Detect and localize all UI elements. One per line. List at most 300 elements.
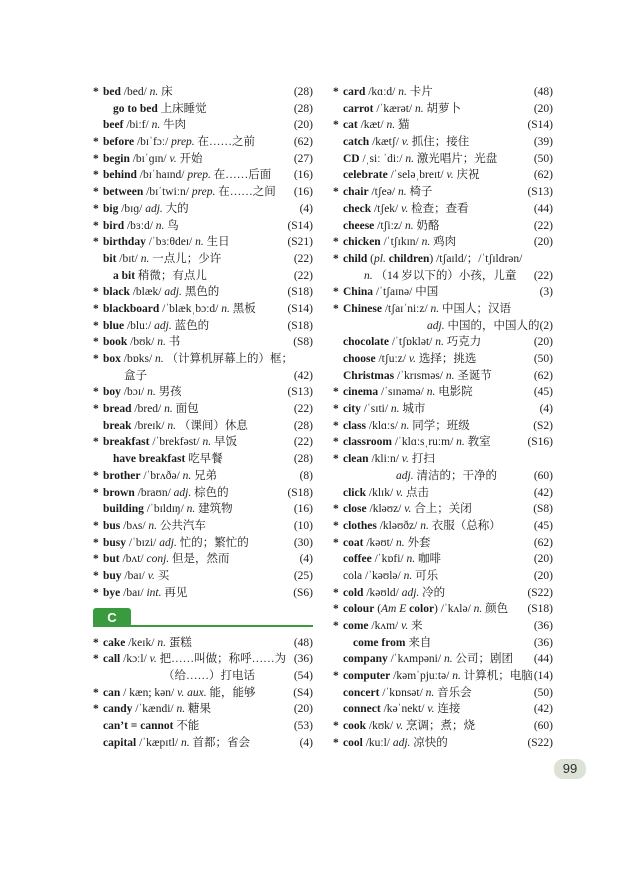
star-marker: * (93, 202, 99, 215)
entry-body (103, 468, 298, 485)
page-ref: (42) (533, 703, 553, 716)
entry-text: /braʊn/ (134, 486, 174, 499)
page-ref: (45) (533, 386, 553, 399)
entry-line (93, 84, 313, 101)
headword: choose (343, 353, 376, 365)
entry-text: /ˈkʌmpəni/ (387, 653, 444, 666)
part-of-speech: n. (425, 686, 435, 699)
part-of-speech: conj. (146, 553, 170, 566)
part-of-speech: n. (155, 219, 165, 232)
star-marker: * (93, 469, 99, 482)
entry-body (343, 635, 532, 652)
entry-body (103, 151, 292, 168)
entry-body (343, 551, 532, 568)
part-of-speech: adj. (154, 319, 172, 332)
page-ref: (20) (293, 119, 313, 132)
headword: classroom (343, 436, 392, 449)
headword: begin (103, 152, 130, 165)
entry-body (103, 301, 285, 318)
headword: can’t = cannot (103, 720, 174, 733)
entry-text: 生日 (203, 236, 230, 249)
entry-text: 床 (158, 86, 173, 98)
entry-line (93, 535, 313, 552)
entry-text: 兄弟 (191, 469, 218, 482)
entry-body (103, 735, 298, 752)
star-marker: * (93, 386, 99, 399)
part-of-speech: v. (395, 720, 404, 733)
page-ref: (42) (533, 486, 553, 499)
entry-line (333, 218, 553, 235)
star-marker: * (333, 186, 339, 199)
entry-text: 上床睡觉 (157, 102, 207, 115)
entry-body (343, 334, 532, 351)
headword: buy (103, 569, 122, 582)
entry-text: 建筑物 (195, 503, 233, 516)
star-marker: * (93, 336, 99, 349)
part-of-speech: v. (401, 620, 409, 632)
continuation-line (333, 468, 553, 485)
page-ref: (30) (293, 536, 313, 549)
entry-text: /kləʊðz/ (376, 519, 421, 532)
entry-line (333, 301, 553, 318)
entry-text: 首都；省会 (189, 736, 250, 749)
entry-text: 忙的；繁忙的 (176, 536, 249, 549)
headword: concert (343, 686, 380, 699)
entry-body (103, 368, 292, 385)
entry-text: /bluː/ (124, 319, 155, 332)
star-marker: * (333, 620, 339, 632)
part-of-speech: n. (151, 119, 161, 132)
headword: coat (343, 536, 364, 549)
part-of-speech: n. (148, 519, 158, 532)
page-ref: (16) (293, 169, 313, 182)
entry-text: 大的 (162, 202, 189, 215)
entry-line (93, 701, 313, 718)
entry-body (343, 651, 532, 668)
entry-text: ( (367, 252, 375, 265)
entry-text: /ˈblækˌbɔːd/ (159, 302, 222, 315)
page-ref: (8) (299, 469, 313, 482)
entry-text: 开始 (176, 152, 203, 165)
entry-text: 打扫 (408, 453, 435, 466)
part-of-speech: n. (456, 436, 465, 449)
entry-text: 同学；班级 (409, 419, 470, 432)
entry-text: （给……）打电话 (163, 670, 255, 683)
page-ref: (16) (293, 186, 313, 199)
entry-body (103, 418, 292, 435)
entry-body (103, 701, 292, 718)
entry-text: /baɪ/ (120, 586, 147, 599)
headword: have breakfast (113, 453, 186, 466)
entry-text: /ˈkəʊlə/ (362, 569, 404, 582)
part-of-speech: v. (169, 152, 177, 165)
page-ref: (14) (533, 670, 553, 683)
page-ref: (4) (299, 202, 313, 215)
entry-text: （14 岁以下的）小孩，儿童 (372, 269, 517, 282)
entry-body (343, 117, 525, 134)
page-ref: (20) (533, 553, 553, 566)
part-of-speech: adj. (427, 319, 445, 332)
part-of-speech: n. (443, 653, 453, 666)
part-of-speech: n. (404, 219, 414, 232)
entry-body (343, 134, 532, 151)
phrase-line (93, 101, 313, 118)
star-marker: * (333, 419, 339, 432)
entry-text: 点击 (403, 486, 430, 499)
entry-text: /biːf/ (123, 119, 152, 132)
entry-text: /bɪt/ (116, 252, 141, 265)
entry-body (103, 718, 292, 735)
page-ref: (S2) (533, 419, 553, 432)
entry-line (93, 485, 313, 502)
headword: bird (103, 219, 125, 232)
entry-body (103, 384, 285, 401)
star-marker: * (333, 736, 339, 749)
headword: colour (343, 603, 375, 616)
page-ref: (S8) (533, 503, 553, 516)
headword: breakfast (103, 436, 150, 449)
star-marker: * (93, 186, 99, 199)
part-of-speech: v. (147, 569, 155, 582)
entry-text: 黑色的 (181, 286, 220, 299)
entry-line (333, 618, 553, 635)
entry-body (103, 501, 292, 518)
entry-text: /ˈbrʌðə/ (140, 469, 183, 482)
entry-text: 奶酪 (413, 219, 440, 232)
entry-body (103, 685, 291, 702)
headword: busy (103, 536, 127, 549)
entry-text: 选择；挑选 (415, 353, 477, 365)
page-ref: (62) (293, 136, 313, 149)
entry-text: /kætʃ/ (369, 136, 402, 149)
headword: clean (343, 453, 369, 466)
entry-text: 牛肉 (160, 119, 187, 132)
headword: but (103, 553, 120, 566)
entry-line (333, 701, 553, 718)
entry-body (103, 635, 292, 652)
continuation-line (93, 668, 313, 685)
headword: break (103, 419, 132, 432)
headword: cinema (343, 386, 379, 399)
entry-body (343, 84, 532, 101)
part-of-speech: n. (182, 469, 192, 482)
page-ref: (S18) (287, 286, 313, 299)
entry-text: 吃早餐 (185, 453, 223, 466)
page-ref: (20) (533, 102, 553, 115)
part-of-speech: Am E (381, 603, 407, 616)
entry-body (343, 601, 525, 618)
star-marker: * (93, 302, 99, 315)
part-of-speech: n. (405, 152, 414, 165)
star-marker: * (333, 603, 339, 616)
headword: boy (103, 386, 121, 399)
part-of-speech: prep. (187, 169, 211, 182)
star-marker: * (333, 453, 339, 466)
page-ref: (20) (533, 236, 553, 249)
headword: child (343, 252, 368, 265)
page-ref: (20) (533, 569, 553, 582)
entry-line (93, 167, 313, 184)
entry-body (343, 501, 531, 518)
entry-body (343, 618, 532, 635)
entry-line (333, 685, 553, 702)
entry-text: 衣服（总称） (428, 519, 501, 532)
entry-body (103, 568, 292, 585)
entry-text: 公司；剧团 (452, 653, 513, 666)
entry-text: 可乐 (412, 569, 439, 582)
star-marker: * (93, 569, 99, 582)
entry-text: /ˈkrɪsməs/ (394, 369, 446, 382)
entry-text: /kɑːd/ (365, 86, 399, 98)
entry-body (103, 234, 285, 251)
page-ref: (62) (533, 369, 553, 382)
headword: bit (103, 252, 117, 265)
entry-line (93, 384, 313, 401)
entry-text: /bɪɡ/ (118, 202, 146, 215)
headword: cake (103, 636, 126, 649)
star-marker: * (333, 720, 339, 733)
part-of-speech: v. (149, 653, 157, 666)
part-of-speech: v. (401, 453, 409, 466)
headword: carrot (343, 102, 374, 115)
entry-text: ( (374, 603, 382, 616)
entry-line (93, 418, 313, 435)
entry-text: 圣诞节 (454, 369, 492, 382)
entry-text: ) /tʃaɪld/；/ˈtʃɪldrən/ (429, 252, 523, 265)
page-ref: (60) (533, 720, 553, 733)
headword: chicken (343, 236, 381, 249)
page-ref: (28) (293, 86, 313, 98)
page-ref: (22) (293, 436, 313, 449)
entry-text: / kæn; kən/ (120, 686, 178, 699)
entry-line (93, 218, 313, 235)
part-of-speech: n. (421, 236, 431, 249)
part-of-speech: v. (404, 503, 412, 516)
entry-line (93, 518, 313, 535)
continuation-line (333, 318, 553, 335)
entry-body (343, 401, 538, 418)
entry-text: 蛋糕 (165, 636, 192, 649)
page-ref: (27) (293, 152, 313, 165)
page-ref: (22) (533, 269, 553, 282)
left-column (93, 84, 313, 752)
headword: between (103, 186, 144, 199)
page-ref: (2) (539, 319, 553, 332)
entry-body (103, 351, 311, 368)
part-of-speech: v. (427, 703, 435, 716)
entry-text: /kləʊz/ (366, 503, 405, 516)
entry-text: 稍微；有点儿 (135, 269, 207, 282)
part-of-speech: n. (435, 336, 444, 349)
headword: CD (343, 152, 360, 165)
page-ref: (S18) (287, 486, 313, 499)
headword: chair (343, 186, 369, 199)
headword: cook (343, 720, 366, 733)
entry-text: 庆祝 (453, 169, 480, 182)
headword: color (409, 603, 435, 616)
star-marker: * (333, 536, 339, 549)
entry-text: /bʊk/ (127, 336, 158, 349)
page-ref: (42) (293, 369, 313, 382)
entry-text: /bɔɪ/ (120, 386, 148, 399)
entry-line (93, 318, 313, 335)
star-marker: * (93, 236, 99, 249)
page-ref: (22) (293, 252, 313, 265)
headword: clothes (343, 519, 377, 532)
entry-line (93, 151, 313, 168)
star-marker: * (333, 670, 339, 683)
headword: company (343, 653, 388, 666)
entry-body (343, 234, 532, 251)
entry-text: /keɪk/ (125, 636, 158, 649)
entry-text: /tʃaɪˈniːz/ (381, 302, 431, 315)
entry-line (333, 184, 553, 201)
page-ref: (20) (293, 703, 313, 716)
entry-text: 蓝色的 (171, 319, 210, 332)
entry-text: /ˈbrekfəst/ (149, 436, 203, 449)
headword: celebrate (343, 169, 388, 182)
entry-line (333, 384, 553, 401)
entry-text: /kəʊld/ (363, 586, 402, 599)
entry-text: /kæt/ (357, 119, 387, 132)
headword: birthday (103, 236, 146, 249)
entry-text: /tʃiːz/ (374, 219, 405, 232)
entry-text: 胡萝卜 (423, 102, 461, 115)
part-of-speech: prep. (191, 186, 216, 199)
entry-body (343, 518, 532, 535)
entry-text: /ˈseləˌbreɪt/ (387, 169, 447, 182)
entry-text: 一点儿；少许 (149, 252, 222, 265)
star-marker: * (93, 686, 99, 699)
entry-body (343, 434, 525, 451)
part-of-speech: n. (452, 670, 461, 683)
entry-line (93, 651, 313, 668)
entry-text: /kliːn/ (368, 453, 402, 466)
entry-text: /kɔːl/ (120, 653, 150, 666)
page-ref: (36) (533, 620, 553, 632)
star-marker: * (93, 219, 99, 232)
page-ref: (S8) (293, 336, 313, 349)
entry-body (343, 418, 531, 435)
page-ref: (S4) (293, 686, 313, 699)
part-of-speech: n. (147, 386, 156, 399)
section-letter: C (93, 608, 131, 627)
entry-line (93, 184, 313, 201)
star-marker: * (93, 353, 99, 365)
entry-line (93, 735, 313, 752)
headword: candy (103, 703, 133, 716)
page-ref: (S16) (527, 436, 553, 449)
entry-body (103, 535, 292, 552)
entry-line (333, 485, 553, 502)
entry-text: 早饭 (211, 436, 237, 449)
headword: click (343, 486, 366, 499)
entry-line (333, 351, 553, 368)
entry-text: （计算机屏幕上的）框； (163, 353, 294, 365)
entry-body (103, 101, 292, 118)
entry-body (343, 318, 538, 335)
entry-text: /tʃuːz/ (375, 353, 409, 365)
part-of-speech: v. (401, 202, 409, 215)
page-ref: (62) (533, 169, 553, 182)
entry-body (343, 535, 532, 552)
page-ref: (S14) (287, 302, 313, 315)
entry-body (343, 351, 532, 368)
entry-text: 检查；查看 (408, 202, 469, 215)
entry-text: 在……之前 (194, 136, 256, 149)
part-of-speech: n. (180, 736, 190, 749)
page-ref: (50) (533, 353, 553, 365)
headword: close (343, 503, 367, 516)
part-of-speech: adj. (164, 286, 182, 299)
page-ref: (54) (293, 670, 313, 683)
part-of-speech: n. (445, 369, 455, 382)
entry-body (103, 401, 292, 418)
part-of-speech: n. (149, 86, 159, 98)
headword: Christmas (343, 369, 395, 382)
entry-body (343, 301, 551, 318)
entry-line (93, 568, 313, 585)
headword: children (388, 252, 430, 265)
entry-line (333, 167, 553, 184)
entry-body (103, 551, 298, 568)
entry-line (333, 601, 553, 618)
headword: blue (103, 319, 125, 332)
entry-text: 不能 (173, 720, 200, 733)
entry-line (93, 434, 313, 451)
part-of-speech: n. (400, 419, 410, 432)
entry-text: 来自 (405, 636, 432, 649)
entry-text: /ˈkɒfi/ (371, 553, 407, 566)
entry-text: 面包 (172, 403, 199, 416)
headword: cool (343, 736, 363, 749)
page-ref: (16) (293, 503, 313, 516)
entry-body (103, 134, 292, 151)
part-of-speech: int. (146, 586, 162, 599)
headword: chocolate (343, 336, 389, 349)
star-marker: * (93, 136, 99, 149)
headword: behind (103, 169, 137, 182)
entry-line (333, 418, 553, 435)
page-ref: (S21) (287, 236, 313, 249)
entry-text: /klɪk/ (366, 486, 397, 499)
part-of-speech: pl. (374, 252, 386, 265)
part-of-speech: n. (176, 703, 186, 716)
page-ref: (S6) (293, 586, 313, 599)
entry-line (93, 334, 313, 351)
entry-line (333, 234, 553, 251)
part-of-speech: n. (426, 386, 436, 399)
entry-text: /kuːl/ (362, 736, 393, 749)
phrase-line (333, 635, 553, 652)
entry-body (103, 318, 285, 335)
entry-text: /ˈbɪldɪŋ/ (143, 503, 187, 516)
part-of-speech: n. (395, 536, 405, 549)
entry-text: 在……之间 (215, 186, 276, 199)
entry-text: 黑板 (229, 302, 256, 315)
entry-line (93, 284, 313, 301)
headword: book (103, 336, 128, 349)
star-marker: * (93, 553, 99, 566)
continuation-line (93, 368, 313, 385)
entry-line (333, 401, 553, 418)
entry-line (333, 201, 553, 218)
page-ref: (28) (293, 102, 313, 115)
entry-text: 城市 (399, 403, 426, 416)
part-of-speech: n. (164, 403, 173, 416)
part-of-speech: adj. (145, 202, 163, 215)
part-of-speech: n. (155, 353, 164, 365)
